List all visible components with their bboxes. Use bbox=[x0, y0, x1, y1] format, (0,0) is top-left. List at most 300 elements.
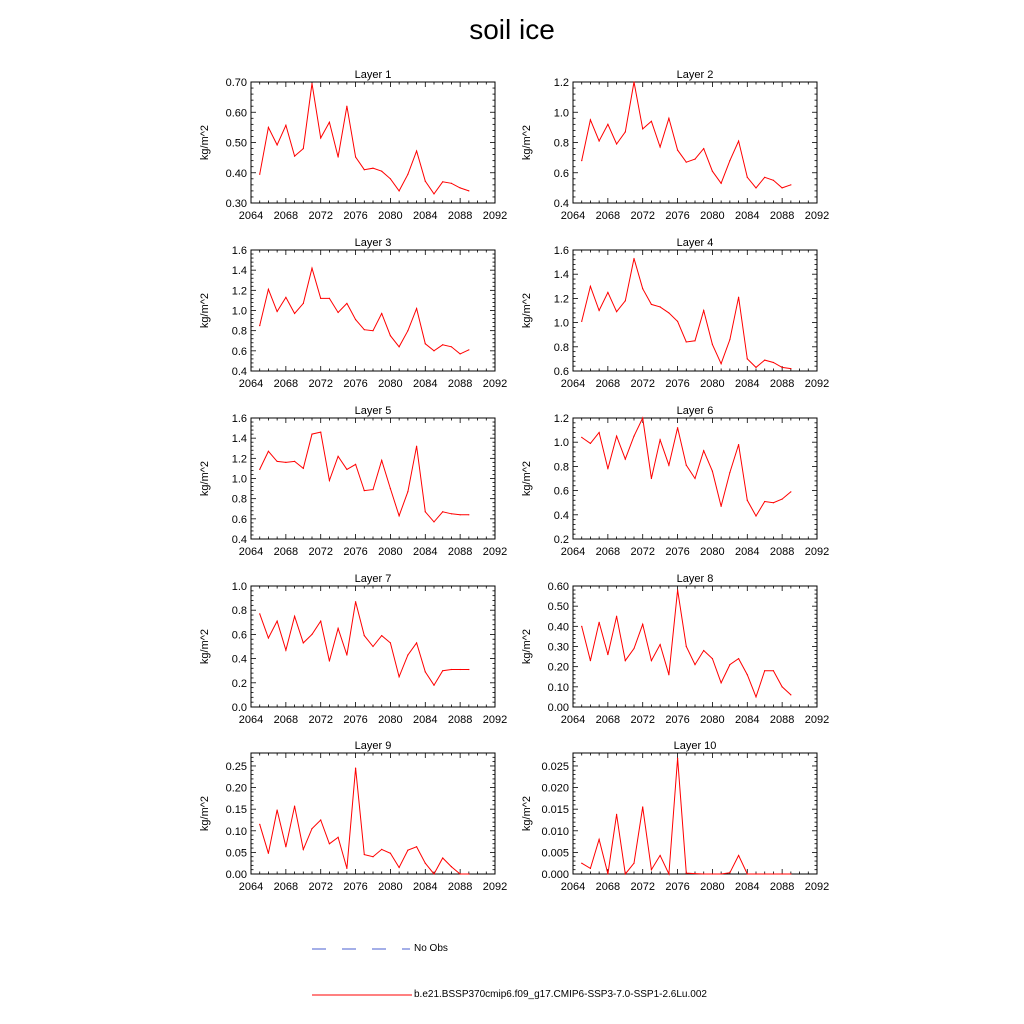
x-tick-label: 2076 bbox=[665, 210, 690, 222]
data-point bbox=[625, 300, 626, 301]
y-tick-label: 0.6 bbox=[553, 366, 569, 378]
data-point bbox=[581, 437, 582, 438]
data-point bbox=[311, 83, 312, 84]
data-point bbox=[782, 367, 783, 368]
data-point bbox=[364, 490, 365, 491]
data-point bbox=[703, 148, 704, 149]
data-point bbox=[773, 670, 774, 671]
data-point bbox=[346, 469, 347, 470]
data-point bbox=[303, 468, 304, 469]
chart-panel-layer-4 bbox=[521, 237, 829, 390]
data-point bbox=[694, 873, 695, 874]
x-tick-label: 2072 bbox=[630, 881, 655, 893]
data-point bbox=[433, 521, 434, 522]
series-line bbox=[260, 268, 469, 354]
y-tick-label: 0.8 bbox=[553, 461, 569, 474]
data-point bbox=[633, 863, 634, 864]
x-tick-label: 2068 bbox=[273, 546, 299, 558]
data-point bbox=[329, 480, 330, 481]
legend-line-model bbox=[312, 990, 412, 1000]
data-point bbox=[755, 367, 756, 368]
data-point bbox=[712, 658, 713, 659]
data-point bbox=[747, 674, 748, 675]
y-tick-label: 1.6 bbox=[231, 245, 247, 257]
data-point bbox=[416, 642, 417, 643]
x-tick-label: 2092 bbox=[482, 546, 508, 558]
data-point bbox=[703, 310, 704, 311]
series-line bbox=[582, 259, 791, 369]
y-tick-label: 0.15 bbox=[225, 804, 247, 817]
y-tick-label: 1.4 bbox=[553, 269, 569, 282]
data-point bbox=[607, 468, 608, 469]
y-tick-label: 1.2 bbox=[553, 413, 569, 425]
data-point bbox=[285, 125, 286, 126]
x-tick-label: 2064 bbox=[560, 546, 586, 558]
data-point bbox=[433, 193, 434, 194]
data-point bbox=[372, 856, 373, 857]
x-tick-label: 2068 bbox=[273, 714, 299, 726]
data-point bbox=[651, 478, 652, 479]
data-point bbox=[703, 450, 704, 451]
x-tick-label: 2076 bbox=[665, 714, 690, 726]
data-point bbox=[346, 303, 347, 304]
chart-panel-layer-8 bbox=[521, 573, 829, 726]
y-axis-label: kg/m^2 bbox=[199, 795, 211, 832]
data-point bbox=[642, 806, 643, 807]
data-point bbox=[668, 674, 669, 675]
x-tick-label: 2076 bbox=[665, 378, 690, 390]
data-point bbox=[686, 162, 687, 163]
data-point bbox=[703, 650, 704, 651]
data-point bbox=[581, 321, 582, 322]
data-point bbox=[303, 642, 304, 643]
data-point bbox=[285, 297, 286, 298]
data-point bbox=[599, 310, 600, 311]
x-tick-label: 2092 bbox=[482, 881, 508, 893]
data-point bbox=[599, 432, 600, 433]
data-point bbox=[729, 339, 730, 340]
y-tick-label: 0.50 bbox=[225, 137, 247, 150]
data-point bbox=[442, 511, 443, 512]
data-point bbox=[259, 174, 260, 175]
y-tick-label: 1.0 bbox=[231, 305, 247, 318]
data-point bbox=[651, 660, 652, 661]
y-tick-label: 0.4 bbox=[553, 198, 569, 210]
data-point bbox=[346, 106, 347, 107]
data-point bbox=[468, 514, 469, 515]
panel-title: Layer 3 bbox=[354, 237, 392, 249]
y-tick-label: 1.0 bbox=[231, 473, 247, 486]
x-tick-label: 2072 bbox=[630, 546, 655, 558]
y-tick-label: 1.0 bbox=[553, 437, 569, 450]
x-tick-label: 2072 bbox=[630, 714, 655, 726]
data-point bbox=[712, 171, 713, 172]
data-point bbox=[259, 613, 260, 614]
y-tick-label: 0.4 bbox=[231, 534, 247, 546]
data-point bbox=[460, 187, 461, 188]
y-tick-label: 0.30 bbox=[547, 641, 569, 654]
data-point bbox=[694, 340, 695, 341]
y-tick-label: 0.8 bbox=[553, 137, 569, 150]
data-point bbox=[277, 144, 278, 145]
data-point bbox=[381, 171, 382, 172]
data-point bbox=[660, 855, 661, 856]
series-line bbox=[582, 418, 791, 516]
data-point bbox=[303, 849, 304, 850]
data-point bbox=[633, 436, 634, 437]
data-point bbox=[320, 620, 321, 621]
y-tick-label: 0.10 bbox=[225, 825, 247, 838]
x-tick-label: 2064 bbox=[560, 881, 586, 893]
data-point bbox=[381, 635, 382, 636]
data-point bbox=[259, 469, 260, 470]
data-point bbox=[372, 489, 373, 490]
x-tick-label: 2088 bbox=[769, 714, 795, 726]
data-point bbox=[747, 358, 748, 359]
data-point bbox=[764, 670, 765, 671]
x-tick-label: 2068 bbox=[273, 881, 299, 893]
data-point bbox=[773, 362, 774, 363]
data-point bbox=[694, 664, 695, 665]
data-point bbox=[642, 288, 643, 289]
y-tick-label: 0.05 bbox=[225, 847, 247, 860]
x-tick-label: 2080 bbox=[378, 714, 403, 726]
x-tick-label: 2092 bbox=[804, 378, 830, 390]
data-point bbox=[668, 873, 669, 874]
data-point bbox=[268, 853, 269, 854]
data-point bbox=[625, 459, 626, 460]
data-point bbox=[625, 873, 626, 874]
data-point bbox=[599, 140, 600, 141]
x-tick-label: 2072 bbox=[308, 378, 333, 390]
data-point bbox=[451, 513, 452, 514]
x-tick-label: 2064 bbox=[560, 378, 586, 390]
data-point bbox=[407, 654, 408, 655]
x-tick-label: 2076 bbox=[665, 546, 690, 558]
data-point bbox=[773, 873, 774, 874]
data-point bbox=[677, 321, 678, 322]
data-point bbox=[581, 626, 582, 627]
panel-title: Layer 4 bbox=[676, 237, 714, 249]
x-tick-label: 2068 bbox=[595, 546, 621, 558]
data-point bbox=[451, 346, 452, 347]
data-point bbox=[773, 180, 774, 181]
y-tick-label: 0.2 bbox=[553, 534, 569, 546]
data-point bbox=[668, 465, 669, 466]
y-tick-label: 1.0 bbox=[553, 317, 569, 330]
data-point bbox=[407, 491, 408, 492]
data-point bbox=[451, 183, 452, 184]
x-tick-label: 2064 bbox=[238, 378, 264, 390]
data-point bbox=[790, 368, 791, 369]
x-tick-label: 2064 bbox=[238, 546, 264, 558]
y-tick-label: 0.8 bbox=[553, 341, 569, 354]
data-point bbox=[677, 149, 678, 150]
y-tick-label: 0.40 bbox=[547, 621, 569, 634]
y-tick-label: 0.0 bbox=[231, 702, 247, 714]
data-point bbox=[346, 868, 347, 869]
x-tick-label: 2068 bbox=[595, 378, 621, 390]
x-tick-label: 2092 bbox=[482, 210, 508, 222]
x-tick-label: 2064 bbox=[238, 714, 264, 726]
data-point bbox=[381, 460, 382, 461]
data-point bbox=[294, 313, 295, 314]
data-point bbox=[303, 303, 304, 304]
data-point bbox=[442, 181, 443, 182]
data-point bbox=[329, 298, 330, 299]
data-point bbox=[425, 671, 426, 672]
x-tick-label: 2092 bbox=[482, 714, 508, 726]
x-tick-label: 2068 bbox=[273, 210, 299, 222]
data-point bbox=[390, 853, 391, 854]
data-point bbox=[755, 696, 756, 697]
data-point bbox=[259, 824, 260, 825]
data-point bbox=[285, 650, 286, 651]
series-line bbox=[582, 758, 791, 874]
data-point bbox=[355, 156, 356, 157]
x-tick-label: 2068 bbox=[595, 881, 621, 893]
y-tick-label: 1.4 bbox=[231, 433, 247, 446]
data-point bbox=[677, 427, 678, 428]
panel-title: Layer 8 bbox=[676, 573, 714, 585]
data-point bbox=[660, 306, 661, 307]
plot-frame bbox=[573, 753, 817, 874]
chart-panel-layer-9 bbox=[199, 740, 507, 893]
data-point bbox=[764, 873, 765, 874]
y-tick-label: 0.4 bbox=[231, 653, 247, 666]
plot-frame bbox=[251, 418, 495, 539]
data-point bbox=[607, 654, 608, 655]
y-tick-label: 0.20 bbox=[547, 661, 569, 674]
data-point bbox=[364, 329, 365, 330]
y-tick-label: 1.4 bbox=[231, 265, 247, 278]
x-tick-label: 2088 bbox=[769, 210, 795, 222]
data-point bbox=[451, 866, 452, 867]
data-point bbox=[425, 181, 426, 182]
data-point bbox=[721, 682, 722, 683]
data-point bbox=[294, 156, 295, 157]
y-tick-label: 1.6 bbox=[553, 245, 569, 257]
x-tick-label: 2084 bbox=[413, 714, 438, 726]
data-point bbox=[721, 873, 722, 874]
y-tick-label: 0.015 bbox=[541, 804, 569, 817]
data-point bbox=[294, 806, 295, 807]
data-point bbox=[590, 660, 591, 661]
data-point bbox=[764, 501, 765, 502]
figure-title: soil ice bbox=[469, 14, 555, 45]
y-tick-label: 0.50 bbox=[547, 601, 569, 614]
y-tick-label: 0.6 bbox=[231, 629, 247, 642]
x-tick-label: 2080 bbox=[700, 378, 725, 390]
data-point bbox=[729, 664, 730, 665]
data-point bbox=[399, 515, 400, 516]
data-point bbox=[686, 341, 687, 342]
y-tick-label: 0.10 bbox=[547, 681, 569, 694]
data-point bbox=[346, 654, 347, 655]
data-point bbox=[712, 873, 713, 874]
y-tick-label: 0.30 bbox=[225, 198, 247, 210]
y-tick-label: 1.2 bbox=[553, 77, 569, 89]
x-tick-label: 2088 bbox=[769, 546, 795, 558]
data-point bbox=[642, 624, 643, 625]
data-point bbox=[268, 451, 269, 452]
data-point bbox=[338, 312, 339, 313]
x-tick-label: 2076 bbox=[343, 881, 368, 893]
x-tick-label: 2072 bbox=[308, 210, 333, 222]
x-tick-label: 2092 bbox=[804, 881, 830, 893]
data-point bbox=[668, 118, 669, 119]
data-point bbox=[581, 863, 582, 864]
data-point bbox=[599, 839, 600, 840]
data-point bbox=[686, 465, 687, 466]
data-point bbox=[721, 183, 722, 184]
data-point bbox=[442, 344, 443, 345]
chart-panel-layer-1 bbox=[199, 69, 507, 222]
data-point bbox=[790, 184, 791, 185]
x-tick-label: 2092 bbox=[804, 546, 830, 558]
data-point bbox=[268, 289, 269, 290]
x-tick-label: 2076 bbox=[343, 546, 368, 558]
data-point bbox=[320, 298, 321, 299]
data-point bbox=[355, 464, 356, 465]
data-point bbox=[738, 444, 739, 445]
legend-line-no-obs bbox=[312, 944, 412, 954]
data-point bbox=[433, 685, 434, 686]
data-point bbox=[616, 311, 617, 312]
y-tick-label: 1.2 bbox=[553, 293, 569, 306]
data-point bbox=[399, 867, 400, 868]
data-point bbox=[712, 471, 713, 472]
x-tick-label: 2080 bbox=[700, 881, 725, 893]
data-point bbox=[660, 439, 661, 440]
x-tick-label: 2068 bbox=[273, 378, 299, 390]
panel-title: Layer 6 bbox=[676, 405, 714, 417]
data-point bbox=[773, 502, 774, 503]
x-tick-label: 2088 bbox=[447, 378, 473, 390]
data-point bbox=[607, 292, 608, 293]
data-point bbox=[381, 313, 382, 314]
x-tick-label: 2088 bbox=[447, 881, 473, 893]
data-point bbox=[399, 676, 400, 677]
data-point bbox=[399, 190, 400, 191]
data-point bbox=[738, 140, 739, 141]
data-point bbox=[320, 819, 321, 820]
data-point bbox=[285, 846, 286, 847]
panel-title: Layer 7 bbox=[354, 573, 392, 585]
data-point bbox=[338, 456, 339, 457]
data-point bbox=[694, 159, 695, 160]
data-point bbox=[616, 814, 617, 815]
y-tick-label: 1.0 bbox=[231, 581, 247, 593]
series-line bbox=[260, 602, 469, 686]
series-line bbox=[582, 590, 791, 697]
data-point bbox=[738, 855, 739, 856]
panel-title: Layer 10 bbox=[673, 740, 717, 752]
data-point bbox=[607, 124, 608, 125]
data-point bbox=[642, 128, 643, 129]
plot-frame bbox=[573, 82, 817, 203]
data-point bbox=[677, 589, 678, 590]
x-tick-label: 2068 bbox=[595, 714, 621, 726]
data-point bbox=[712, 344, 713, 345]
x-tick-label: 2092 bbox=[482, 378, 508, 390]
x-tick-label: 2084 bbox=[413, 881, 438, 893]
data-point bbox=[460, 669, 461, 670]
x-tick-label: 2064 bbox=[560, 714, 586, 726]
data-point bbox=[616, 436, 617, 437]
data-point bbox=[729, 472, 730, 473]
data-point bbox=[721, 506, 722, 507]
data-point bbox=[764, 177, 765, 178]
data-point bbox=[277, 461, 278, 462]
x-tick-label: 2088 bbox=[769, 378, 795, 390]
data-point bbox=[294, 616, 295, 617]
data-point bbox=[268, 637, 269, 638]
data-point bbox=[311, 268, 312, 269]
x-tick-label: 2084 bbox=[413, 378, 438, 390]
x-tick-label: 2088 bbox=[769, 881, 795, 893]
y-tick-label: 0.005 bbox=[541, 847, 569, 860]
y-tick-label: 0.40 bbox=[225, 167, 247, 180]
x-tick-label: 2080 bbox=[378, 210, 403, 222]
data-point bbox=[782, 686, 783, 687]
y-axis-label: kg/m^2 bbox=[199, 124, 211, 161]
data-point bbox=[616, 143, 617, 144]
y-tick-label: 0.4 bbox=[553, 509, 569, 522]
chart-panel-layer-10 bbox=[521, 740, 829, 893]
y-tick-label: 0.6 bbox=[553, 485, 569, 498]
y-axis-label: kg/m^2 bbox=[521, 292, 533, 329]
data-point bbox=[590, 443, 591, 444]
series-line bbox=[260, 84, 469, 194]
data-point bbox=[381, 849, 382, 850]
y-axis-label: kg/m^2 bbox=[521, 795, 533, 832]
y-tick-label: 0.8 bbox=[231, 325, 247, 338]
data-point bbox=[747, 873, 748, 874]
y-tick-label: 0.60 bbox=[547, 581, 569, 593]
x-tick-label: 2088 bbox=[447, 714, 473, 726]
data-point bbox=[259, 325, 260, 326]
data-point bbox=[399, 346, 400, 347]
data-point bbox=[625, 131, 626, 132]
data-point bbox=[277, 311, 278, 312]
x-tick-label: 2076 bbox=[665, 881, 690, 893]
x-tick-label: 2084 bbox=[735, 881, 760, 893]
data-point bbox=[660, 644, 661, 645]
panel-title: Layer 1 bbox=[354, 69, 392, 81]
data-point bbox=[329, 122, 330, 123]
y-tick-label: 1.6 bbox=[231, 413, 247, 425]
data-point bbox=[311, 828, 312, 829]
data-point bbox=[390, 488, 391, 489]
x-tick-label: 2076 bbox=[343, 210, 368, 222]
data-point bbox=[442, 857, 443, 858]
y-tick-label: 0.8 bbox=[231, 493, 247, 506]
data-point bbox=[425, 511, 426, 512]
data-point bbox=[468, 669, 469, 670]
data-point bbox=[729, 160, 730, 161]
data-point bbox=[285, 462, 286, 463]
data-point bbox=[390, 178, 391, 179]
data-point bbox=[364, 169, 365, 170]
x-tick-label: 2072 bbox=[308, 546, 333, 558]
data-point bbox=[790, 873, 791, 874]
data-point bbox=[277, 809, 278, 810]
data-point bbox=[686, 646, 687, 647]
x-tick-label: 2072 bbox=[308, 881, 333, 893]
y-axis-label: kg/m^2 bbox=[199, 460, 211, 497]
y-tick-label: 0.6 bbox=[231, 345, 247, 358]
